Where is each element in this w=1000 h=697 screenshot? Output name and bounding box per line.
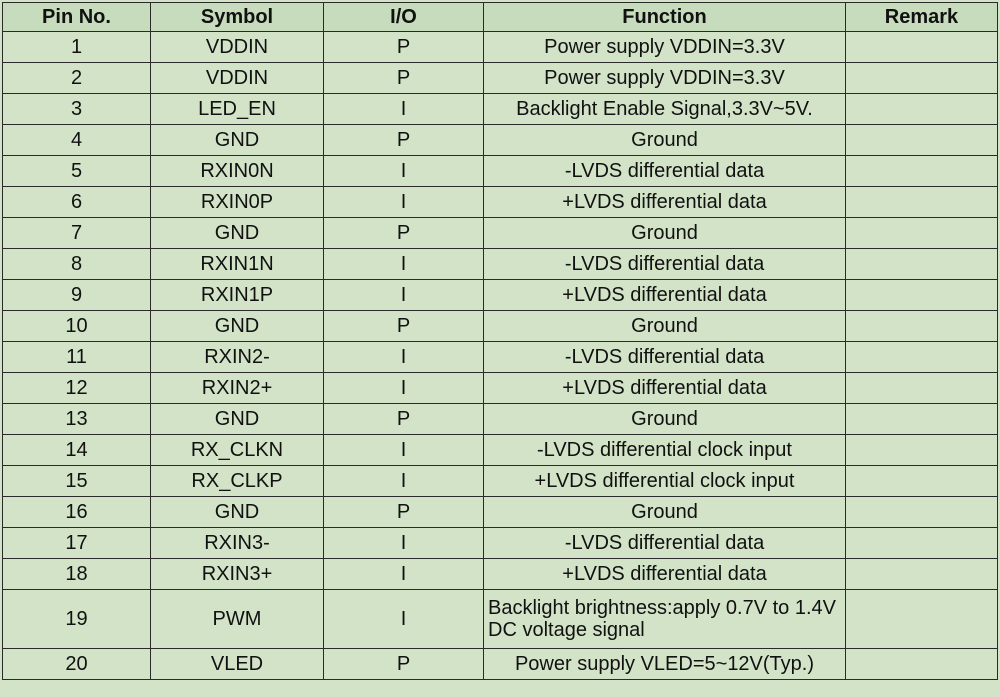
function-cell: Ground: [484, 218, 846, 249]
io-cell: I: [324, 435, 484, 466]
remark-cell: [846, 156, 998, 187]
pin-number-cell: 9: [3, 280, 151, 311]
symbol-cell: RXIN1P: [151, 280, 324, 311]
io-cell: P: [324, 32, 484, 63]
remark-cell: [846, 187, 998, 218]
table-row: [3, 311, 998, 342]
table-row: [3, 373, 998, 404]
table-row: [3, 590, 998, 649]
io-cell: I: [324, 559, 484, 590]
table-row: [3, 125, 998, 156]
function-cell: -LVDS differential data: [484, 528, 846, 559]
table-row: [3, 528, 998, 559]
symbol-cell: VDDIN: [151, 32, 324, 63]
io-cell: I: [324, 528, 484, 559]
pin-number-cell: 7: [3, 218, 151, 249]
table-row: [3, 342, 998, 373]
table-row: [3, 404, 998, 435]
table-row: [3, 280, 998, 311]
pin-number-cell: 16: [3, 497, 151, 528]
header-function: Function: [484, 3, 846, 32]
pin-number-cell: 2: [3, 63, 151, 94]
pin-number-cell: 11: [3, 342, 151, 373]
symbol-cell: LED_EN: [151, 94, 324, 125]
function-cell: Power supply VDDIN=3.3V: [484, 32, 846, 63]
io-cell: I: [324, 373, 484, 404]
remark-cell: [846, 218, 998, 249]
io-cell: I: [324, 590, 484, 649]
function-cell: Ground: [484, 497, 846, 528]
pin-number-cell: 18: [3, 559, 151, 590]
remark-cell: [846, 32, 998, 63]
header-remark: Remark: [846, 3, 998, 32]
table-row: [3, 649, 998, 680]
table-row: [3, 249, 998, 280]
symbol-cell: GND: [151, 311, 324, 342]
header-symbol: Symbol: [151, 3, 324, 32]
remark-cell: [846, 342, 998, 373]
remark-cell: [846, 528, 998, 559]
io-cell: I: [324, 94, 484, 125]
pin-number-cell: 8: [3, 249, 151, 280]
remark-cell: [846, 125, 998, 156]
io-cell: P: [324, 311, 484, 342]
function-cell: -LVDS differential data: [484, 156, 846, 187]
symbol-cell: PWM: [151, 590, 324, 649]
table-row: [3, 63, 998, 94]
function-cell: +LVDS differential data: [484, 373, 846, 404]
function-cell: +LVDS differential data: [484, 559, 846, 590]
io-cell: P: [324, 125, 484, 156]
pin-number-cell: 19: [3, 590, 151, 649]
io-cell: P: [324, 63, 484, 94]
symbol-cell: VLED: [151, 649, 324, 680]
pin-number-cell: 1: [3, 32, 151, 63]
pin-assignment-table: [2, 2, 998, 680]
remark-cell: [846, 280, 998, 311]
io-cell: P: [324, 218, 484, 249]
pin-number-cell: 14: [3, 435, 151, 466]
symbol-cell: GND: [151, 497, 324, 528]
pin-number-cell: 20: [3, 649, 151, 680]
remark-cell: [846, 466, 998, 497]
pin-number-cell: 3: [3, 94, 151, 125]
symbol-cell: RXIN1N: [151, 249, 324, 280]
table-row: [3, 32, 998, 63]
table-row: [3, 559, 998, 590]
table-row: [3, 497, 998, 528]
pin-number-cell: 5: [3, 156, 151, 187]
function-cell: Ground: [484, 311, 846, 342]
pin-number-cell: 10: [3, 311, 151, 342]
remark-cell: [846, 497, 998, 528]
function-cell: Ground: [484, 404, 846, 435]
table-row: [3, 94, 998, 125]
pin-number-cell: 17: [3, 528, 151, 559]
symbol-cell: RXIN3+: [151, 559, 324, 590]
table-row: [3, 187, 998, 218]
function-cell: Backlight brightness:apply 0.7V to 1.4V DC voltage signal: [484, 590, 846, 649]
remark-cell: [846, 404, 998, 435]
function-cell: -LVDS differential clock input: [484, 435, 846, 466]
remark-cell: [846, 435, 998, 466]
symbol-cell: GND: [151, 125, 324, 156]
pin-number-cell: 15: [3, 466, 151, 497]
table-header-row: [3, 3, 998, 32]
remark-cell: [846, 373, 998, 404]
io-cell: P: [324, 404, 484, 435]
remark-cell: [846, 649, 998, 680]
table-body: [3, 32, 998, 680]
symbol-cell: RX_CLKN: [151, 435, 324, 466]
function-cell: -LVDS differential data: [484, 342, 846, 373]
symbol-cell: RXIN0P: [151, 187, 324, 218]
io-cell: I: [324, 466, 484, 497]
symbol-cell: RXIN2+: [151, 373, 324, 404]
symbol-cell: RXIN2-: [151, 342, 324, 373]
symbol-cell: RX_CLKP: [151, 466, 324, 497]
pin-number-cell: 13: [3, 404, 151, 435]
header-io: I/O: [324, 3, 484, 32]
io-cell: I: [324, 280, 484, 311]
remark-cell: [846, 559, 998, 590]
function-cell: -LVDS differential data: [484, 249, 846, 280]
table-row: [3, 466, 998, 497]
remark-cell: [846, 94, 998, 125]
io-cell: I: [324, 187, 484, 218]
io-cell: I: [324, 156, 484, 187]
io-cell: I: [324, 342, 484, 373]
function-cell: +LVDS differential data: [484, 187, 846, 218]
table-row: [3, 435, 998, 466]
pin-number-cell: 12: [3, 373, 151, 404]
symbol-cell: GND: [151, 404, 324, 435]
function-cell: +LVDS differential data: [484, 280, 846, 311]
remark-cell: [846, 311, 998, 342]
table-row: [3, 218, 998, 249]
symbol-cell: GND: [151, 218, 324, 249]
function-cell: +LVDS differential clock input: [484, 466, 846, 497]
function-cell: Power supply VDDIN=3.3V: [484, 63, 846, 94]
remark-cell: [846, 590, 998, 649]
symbol-cell: RXIN0N: [151, 156, 324, 187]
header-pin-no: Pin No.: [3, 3, 151, 32]
io-cell: P: [324, 649, 484, 680]
table-row: [3, 156, 998, 187]
function-cell: Backlight Enable Signal,3.3V~5V.: [484, 94, 846, 125]
function-cell: Ground: [484, 125, 846, 156]
symbol-cell: RXIN3-: [151, 528, 324, 559]
io-cell: P: [324, 497, 484, 528]
function-cell: Power supply VLED=5~12V(Typ.): [484, 649, 846, 680]
symbol-cell: VDDIN: [151, 63, 324, 94]
remark-cell: [846, 63, 998, 94]
remark-cell: [846, 249, 998, 280]
io-cell: I: [324, 249, 484, 280]
pin-number-cell: 6: [3, 187, 151, 218]
pin-number-cell: 4: [3, 125, 151, 156]
